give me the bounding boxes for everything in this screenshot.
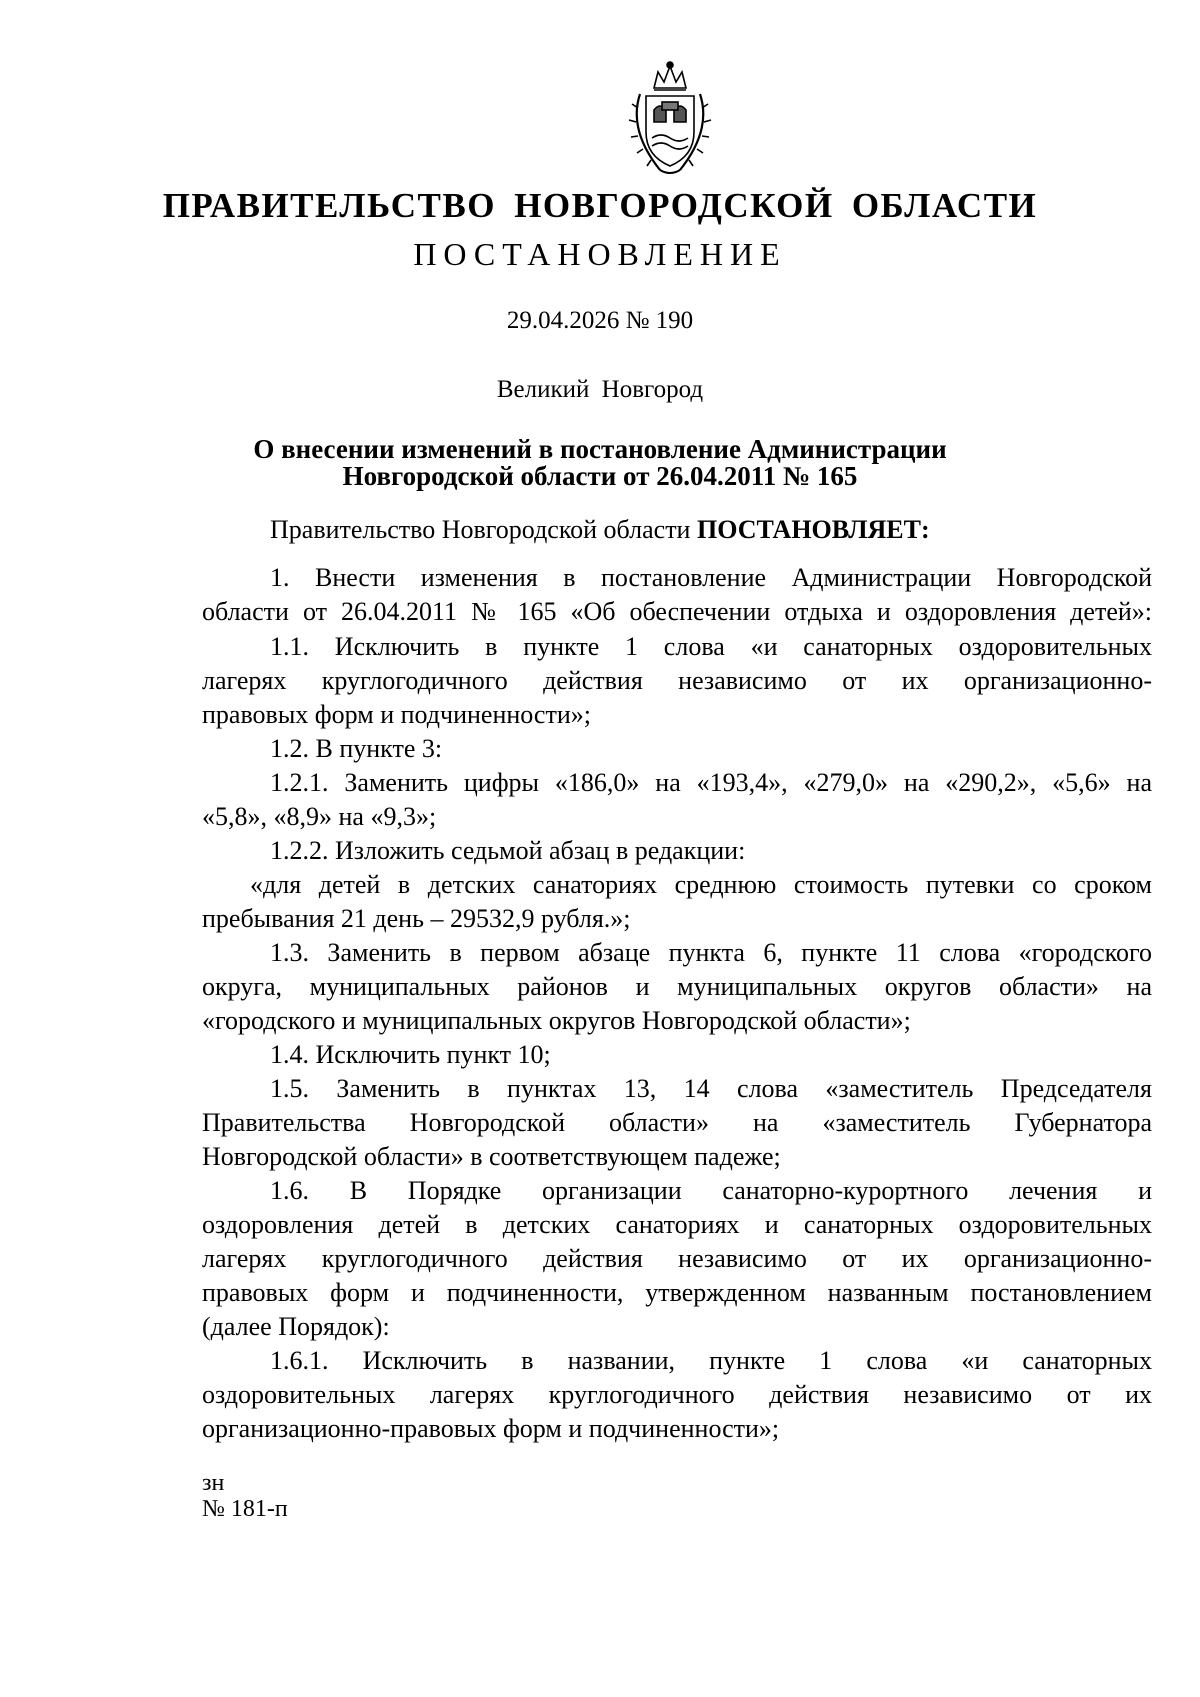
body-line: округа, муниципальных районов и муниципальных округов области» на (202, 972, 1152, 1001)
body-line: «5,8», «8,9» на «9,3»; (202, 802, 437, 831)
body-line: пребывания 21 день – 29532,9 рубля.»; (202, 904, 631, 933)
body-line: области от 26.04.2011 № 165 «Об обеспечении отдыха и оздоровления детей»: (202, 597, 1152, 626)
body-line: «городского и муниципальных округов Новгородской области»; (202, 1006, 911, 1035)
body-line: 1.6.1. Исключить в названии, пункте 1 слова «и санаторных (270, 1346, 1152, 1375)
body-line: оздоровительных лагерях круглогодичного действия независимо от их (202, 1380, 1152, 1409)
body-line: оздоровления детей в детских санаториях и санаторных оздоровительных (202, 1210, 1152, 1239)
body-line: 1.4. Исключить пункт 10; (270, 1040, 551, 1069)
coat-of-arms-emblem (624, 60, 716, 178)
body-line: 1.5. Заменить в пунктах 13, 14 слова «заместитель Председателя (270, 1074, 1152, 1103)
body-line: 1.2. В пункте 3: (270, 734, 443, 763)
document-city: Великий Новгород (496, 376, 704, 403)
body-line: 1. Внести изменения в постановление Администрации Новгородской (270, 563, 1152, 592)
body-line: 1.1. Исключить в пункте 1 слова «и санаторных оздоровительных (270, 632, 1152, 661)
body-line: 1.2.1. Заменить цифры «186,0» на «193,4», «279,0» на «290,2», «5,6» на (270, 768, 1152, 797)
government-title: ПРАВИТЕЛЬСТВО НОВГОРОДСКОЙ ОБЛАСТИ (162, 186, 1038, 225)
body-line: «для детей в детских санаториях среднюю стоимость путевки со сроком (250, 870, 1152, 899)
body-line: организационно-правовых форм и подчиненности»; (202, 1414, 780, 1443)
body-line: правовых форм и подчиненности, утвержденном названным постановлением (202, 1278, 1152, 1307)
body-line: лагерях круглогодичного действия независимо от их организационно- (202, 666, 1152, 695)
body-line: правовых форм и подчиненности»; (202, 700, 591, 729)
body-line: Правительства Новгородской области» на «заместитель Губернатора (202, 1108, 1152, 1137)
preamble (202, 513, 1152, 547)
document-type: ПОСТАНОВЛЕНИЕ (413, 236, 787, 272)
preamble-text: Правительство Новгородской области (270, 515, 697, 544)
body-line: 1.3. Заменить в первом абзаце пункта 6, пункте 11 слова «городского (270, 938, 1152, 967)
body-line: Новгородской области» в соответствующем падеже; (202, 1142, 781, 1171)
body-line: (далее Порядок): (202, 1312, 390, 1341)
footer-number: № 181-п (202, 1496, 288, 1522)
document-footer (202, 1470, 288, 1522)
subject-line-1: О внесении изменений в постановление Администрации (253, 434, 947, 464)
preamble-bold: ПОСТАНОВЛЯЕТ: (696, 515, 930, 544)
body-line: 1.6. В Порядке организации санаторно-курортного лечения и (270, 1176, 1152, 1205)
document-date-number: 29.04.2026 № 190 (506, 307, 694, 334)
body-line: 1.2.2. Изложить седьмой абзац в редакции: (270, 836, 746, 865)
subject-line-2: Новгородской области от 26.04.2011 № 165 (342, 461, 858, 491)
document-subject (0, 436, 1200, 490)
body-line: лагерях круглогодичного действия независимо от их организационно- (202, 1244, 1152, 1273)
footer-initials: зн (202, 1470, 225, 1496)
